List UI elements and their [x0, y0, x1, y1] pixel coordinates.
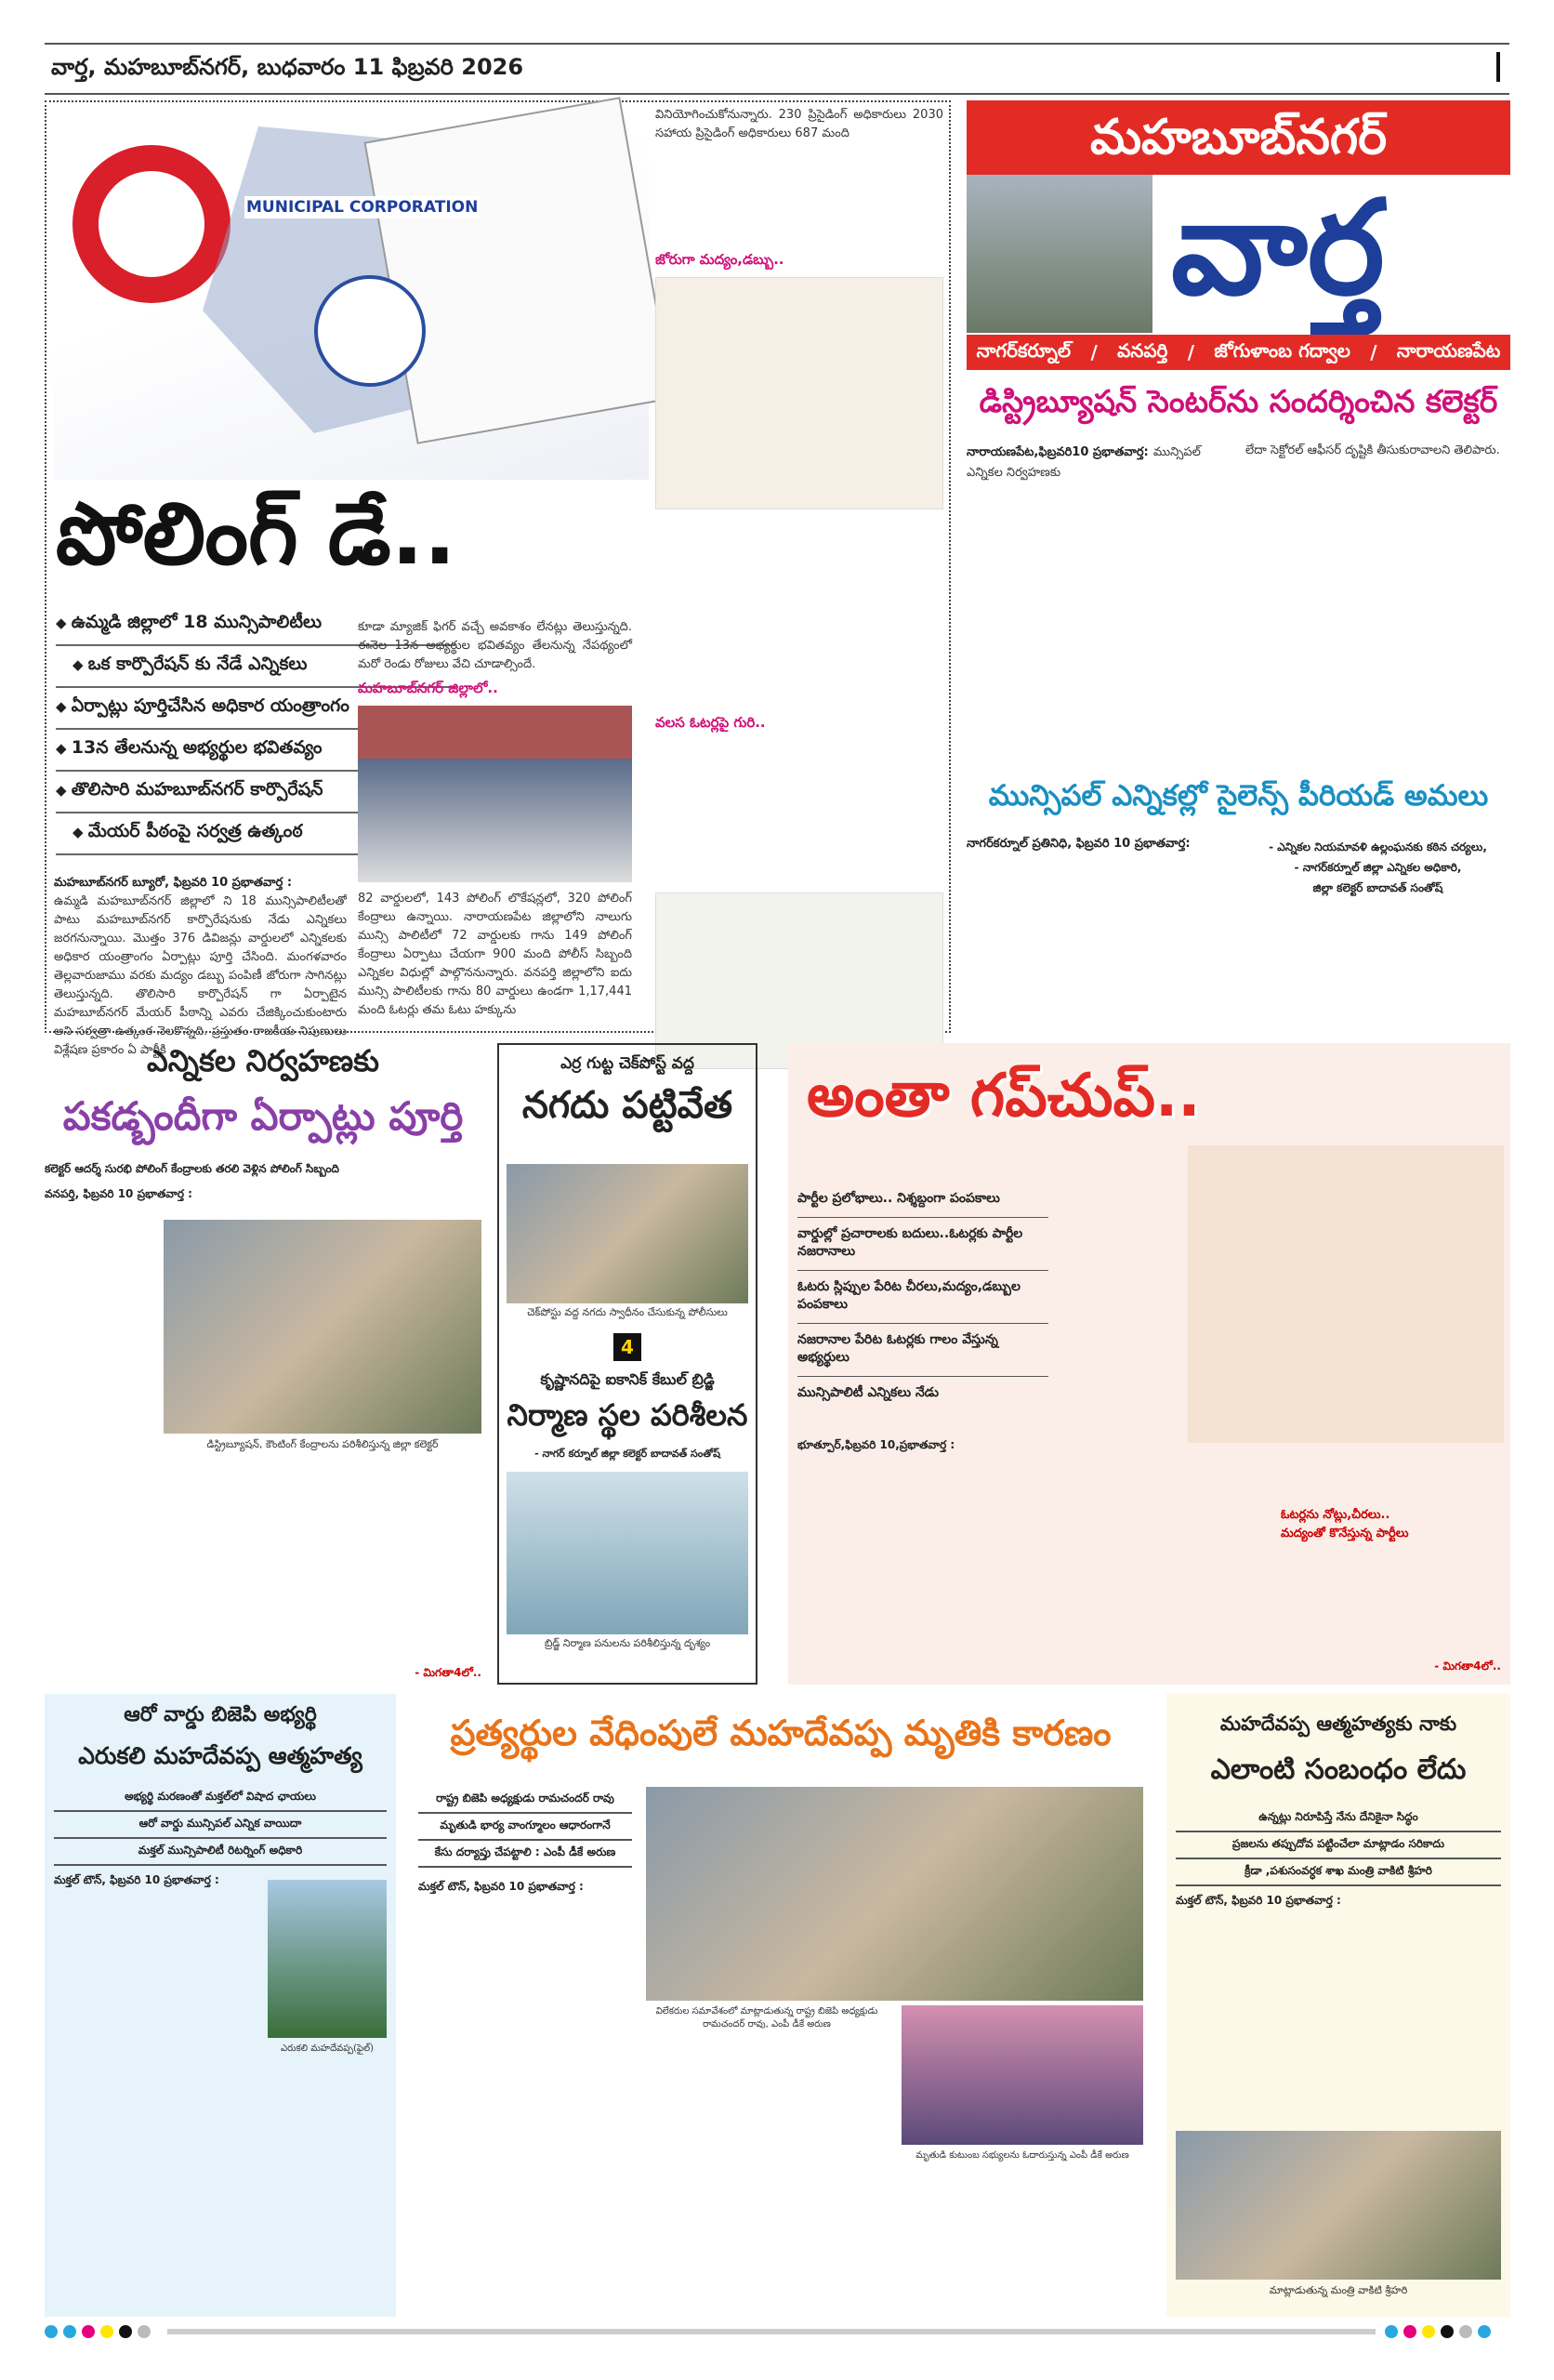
suicide-story [45, 1694, 396, 2317]
region-label: నారాయణపేట [1396, 338, 1501, 362]
cartoon-image [655, 277, 943, 509]
top-rule [45, 43, 1509, 45]
photo-caption: బ్రిడ్జ్ నిర్మాణ పనులను పరిశీలిస్తున్న దృశ్యం [544, 1637, 711, 1649]
lead-dateline: మహబూబ్‌నగర్ బ్యూరో, ఫిబ్రవరి 10 ప్రభాతవార్త : [54, 876, 293, 890]
denial-straps [1176, 1805, 1501, 1886]
header-rule [45, 93, 1509, 95]
bridge-credit: - నాగర్ కర్నూల్ జిల్లా కలెక్టర్ బాదావత్ సంతోష్ [534, 1448, 720, 1460]
strap-line: మృతుడి భార్య వాంగ్మూలం ఆధారంగానే [418, 1814, 632, 1841]
lead-headline: పోలింగ్ డే.. [56, 484, 456, 584]
candidate-photo [268, 1880, 387, 2038]
bullet: పార్టీల ప్రలోభాలు.. నిశ్శబ్దంగా పంపకాలు [797, 1183, 1048, 1218]
distribution-dateline: నారాయణపేట,ఫిబ్రవరి10 ప్రభాతవార్త: [967, 445, 1149, 459]
ballot-paper [363, 97, 673, 444]
hush-subhead: ఓటర్లను నోట్లు,చీరలు.. [1281, 1508, 1390, 1522]
blame-story [409, 1694, 1152, 2317]
bridge-kicker: కృష్ణానదిపై ఐకానిక్ కేబుల్ బ్రిడ్జి [540, 1370, 715, 1388]
photo-caption: మాట్లాడుతున్న మంత్రి వాకిటి శ్రీహరి [1269, 2284, 1408, 2296]
bridge-headline: నిర్మాణ స్థల పరిశీలన [507, 1397, 748, 1433]
lead-subhead: జోరుగా మద్యం,డబ్బు.. [655, 251, 784, 268]
strap-line: రాష్ట్ర బిజెపి అధ్యక్షుడు రామచందర్ రావు [418, 1787, 632, 1814]
bullet: మున్సిపాలిటీ ఎన్నికలు నేడు [797, 1385, 940, 1400]
dam-photo [967, 175, 1152, 333]
silence-credit [1245, 837, 1510, 898]
arrangements-story [45, 1043, 481, 1679]
hush-cartoon [1188, 1145, 1504, 1443]
suicide-kicker: ఆరో వార్డు బిజెపి అభ్యర్థి [124, 1703, 317, 1726]
press-meet-photo [646, 1787, 1143, 2001]
bullet: ఓటరు స్లిప్పుల పేరిట చీరలు,మద్యం,డబ్బుల పంపకాలు [797, 1271, 1048, 1324]
region-label: వనపర్తి [1117, 338, 1168, 362]
bullet: నజరానాల పేరిట ఓటర్లకు గాలం వేస్తున్న అభ్యర్థులు [797, 1324, 1048, 1377]
masthead-district: మహబూబ్‌నగర్ [967, 100, 1510, 175]
denial-headline: ఎలాంటి సంబంధం లేదు [1210, 1753, 1467, 1786]
footer-bar [167, 2329, 1376, 2334]
cash-headline: నగదు పట్టివేత [521, 1084, 733, 1127]
credit-line: జిల్లా కలెక్టర్ బాదావత్ సంతోష్ [1312, 881, 1443, 894]
silence-headline: మున్సిపల్ ఎన్నికల్లో సైలెన్స్ పీరియడ్ అమలు [988, 779, 1489, 813]
strap-line: ఉన్నట్లు నిరూపిస్తే నేను దేనికైనా సిద్ధం [1176, 1805, 1501, 1832]
distribution-headline: డిస్ట్రిబ్యూషన్ సెంటర్‌ను సందర్శించిన కలెక్టర్ [979, 383, 1498, 419]
lead-body3: 82 వార్డులలో, 143 పోలింగ్ లొకేషన్లలో, 320 పోలింగ్ కేంద్రాలు ఉన్నాయి. నారాయణపేట జిల్లాలోని నాలుగు మున్సి పాలిటీలో 72 వార్డులకు గాను 149 పోలింగ్ కేంద్రాలు ఏర్పాటు చేయగా 900 మంది పోలీస్ సిబ్బంది ఎన్నికల విధుల్లో పాల్గొననున్నారు. వనపర్తి జిల్లాలోని ఐదు మున్సి పాలిటీలకు గాను 80 వార్డులు ఉండగా 1,17,441 మంది ఓటర్లు తమ ఓటు హక్కును [358, 892, 632, 1017]
lead-subhead: వలస ఓటర్లపై గురి.. [655, 714, 766, 731]
region-label: జోగుళాంబ గద్వాల [1214, 338, 1350, 362]
masthead-brand: వార్త [1171, 173, 1385, 324]
hush-dateline: భూత్పూర్,ఫిబ్రవరి 10,ప్రభాతవార్త : [797, 1438, 955, 1451]
municipal-corporation-seal: MUNICIPAL CORPORATION [246, 198, 479, 217]
suicide-straps [54, 1785, 387, 1866]
credit-line: - నాగర్‌కర్నూల్ జిల్లా ఎన్నికల అధికారి, [1294, 861, 1462, 874]
lead-body: ఉమ్మడి మహబూబ్‌నగర్ జిల్లాలో ని 18 మున్సిపాలిటీలతో పాటు మహబూబ్‌నగర్ కార్పొరేషనుకు నేడు ఎన్నికలు జరగనున్నాయి. మొత్తం 376 డివిజన్లు వార్డులలో ఎన్నికలకు అధికార యంత్రాంగం ఏర్పాట్లు పూర్తి చేసింది. మంగళవారం తెల్లవారుజాము వరకు మద్యం డబ్బు పంపిణీ జోరుగా సాగినట్లు తెలుస్తున్నది. తొలిసారి కార్పొరేషన్ గా ఏర్పాటైన మహబూబ్‌నగర్ మేయర్ పీఠాన్ని ఎవరు చేజిక్కించుకుంటారు అని సర్వత్రా ఉత్కంఠ నెలకొన్నది. ప్రస్తుతం రాజకీయ నిపుణులు విశ్లేషణ ప్రకారం ఏ పార్టీకి [54, 894, 347, 1057]
cash-kicker: ఎర్ర గుట్ట చెక్‌పోస్ట్ వద్ద [560, 1054, 694, 1073]
blame-straps [418, 1787, 632, 1868]
arrangements-strap: కలెక్టర్ ఆదర్శ్ సురభి పోలింగ్ కేంద్రాలకు తరలి వెళ్లిన పోలింగ్ సిబ్బంది [45, 1162, 340, 1175]
strap-line: కేసు దర్యాప్తు చేపట్టాలి : ఎంపీ డీకే అరుణ [418, 1841, 632, 1868]
bullet: ◆ ఏర్పాట్లు పూర్తిచేసిన అధికార యంత్రాంగం [56, 688, 455, 730]
bullet: వార్డుల్లో ప్రచారాలకు బదులు..ఓటర్లకు పార్టీల నజరానాలు [797, 1218, 1048, 1271]
lead-body2: కూడా మ్యాజిక్ ఫిగర్ వచ్చే అవకాశం లేనట్లు తెలుస్తున్నది. ఈనెల 13న అభ్యర్థుల భవితవ్యం తేలనున్న నేపథ్యంలో మరో రెండు రోజులు వేచి చూడాల్సిందే. [358, 620, 632, 671]
hush-story [788, 1043, 1510, 1685]
lead-graphic [54, 108, 649, 480]
lead-body4: వినియోగించుకోనున్నారు. 230 ప్రిసైడింగ్ అధికారులు 2030 సహాయ ప్రిసైడింగ్ అధికారులు 687 మంది [655, 108, 943, 140]
checkpost-photo [507, 1164, 748, 1303]
strap-line: అభ్యర్థి మరణంతో మక్తల్‌లో విషాద ఛాయలు [54, 1785, 387, 1812]
continued-link[interactable]: - మిగతా4లో.. [1434, 1659, 1501, 1673]
lead-story [45, 100, 951, 1057]
hush-headline: అంతా గప్‌చుప్.. [807, 1062, 1201, 1130]
ec-logo-icon [314, 275, 426, 387]
distribution-body: మున్సిపల్ ఎన్నికల నిర్వహణకు [967, 445, 1201, 480]
voters-photo [358, 706, 632, 882]
hush-bullets [797, 1183, 1048, 1411]
lead-body-col3 [655, 106, 943, 1069]
ballot-mark-icon [72, 145, 230, 303]
distribution-col1 [967, 442, 1231, 483]
color-register-left [45, 2324, 156, 2342]
bullet: ◆ ఒక కార్పొరేషన్ కు నేడే ఎన్నికలు [56, 646, 455, 688]
lead-subhead: మహబూబ్‌నగర్ జిల్లాలో.. [358, 680, 498, 696]
minister-photo [1176, 2131, 1501, 2280]
hush-subhead: మద్యంతో కొనేస్తున్న పార్టీలు [1281, 1527, 1409, 1540]
bullet: ◆ మేయర్ పీఠంపై సర్వత్ర ఉత్కంఠ [56, 813, 455, 855]
lead-body-col2 [358, 618, 632, 1048]
strap-line: మక్తల్ మున్సిపాలిటీ రిటర్నింగ్ అధికారి [54, 1839, 387, 1866]
continued-link[interactable]: - మిగతా4లో.. [415, 1666, 481, 1679]
photo-caption: ఎరుకలి మహదేవప్ప(ఫైల్) [280, 2043, 375, 2054]
collector-photo [164, 1220, 481, 1434]
blame-dateline: మక్తల్ టౌన్, ఫిబ్రవరి 10 ప్రభాతవార్త : [418, 1880, 584, 1893]
page-badge: 4 [613, 1333, 641, 1361]
denial-story [1166, 1694, 1510, 2317]
strap-line: ఆరో వార్డు మున్సిపల్ ఎన్నిక వాయిదా [54, 1812, 387, 1839]
denial-dateline: మక్తల్ టౌన్, ఫిబ్రవరి 10 ప్రభాతవార్త : [1176, 1894, 1341, 1907]
region-strip: నాగర్‌కర్నూల్ / వనపర్తి / జోగుళాంబ గద్వాల / నారాయణపేట [967, 335, 1510, 370]
strap-line: క్రీడా ,పశుసంవర్ధక శాఖ మంత్రి వాకిటి శ్రీహరి [1176, 1859, 1501, 1886]
suicide-headline: ఎరుకలి మహదేవప్ప ఆత్మహత్య [78, 1742, 362, 1769]
bullet: ◆ తొలిసారి మహబూబ్‌నగర్ కార్పొరేషన్ [56, 772, 455, 813]
photo-caption: డిస్ట్రిబ్యూషన్, కౌంటింగ్ కేంద్రాలను పరిశీలిస్తున్న జిల్లా కలెక్టర్ [206, 1438, 439, 1450]
photo-caption: విలేకరుల సమావేశంలో మాట్లాడుతున్న రాష్ట్ర బిజెపి అధ్యక్షుడు రామచందర్ రావు, ఎంపీ డీకే అరుణ [655, 2006, 878, 2030]
strap-line: ప్రజలను తప్పుదోవ పట్టించేలా మాట్లాడం సరికాదు [1176, 1832, 1501, 1859]
suicide-dateline: మక్తల్ టౌన్, ఫిబ్రవరి 10 ప్రభాతవార్త : [54, 1873, 219, 1886]
photo-caption: చెక్‌పోస్టు వద్ద నగదు స్వాధీనం చేసుకున్న పోలీసులు [527, 1306, 728, 1318]
silence-dateline: నాగర్‌కర్నూల్ ప్రతినిధి, ఫిబ్రవరి 10 ప్రభాతవార్త: [967, 837, 1191, 851]
denial-kicker: మహదేవప్ప ఆత్మహత్యకు నాకు [1219, 1712, 1457, 1735]
credit-line: - ఎన్నికల నియమావళి ఉల్లంఘనకు కఠిన చర్యలు, [1269, 840, 1487, 853]
distribution-body2: లేదా సెక్టోరల్ ఆఫీసర్ దృష్టికి తీసుకురావాలని తెలిపారు. [1245, 443, 1500, 457]
arrangements-headline: పకడ్బందీగా ఏర్పాట్లు పూర్తి [62, 1093, 464, 1139]
dateline: వార్త, మహబూబ్‌నగర్, బుధవారం 11 ఫిబ్రవరి 2026 [51, 54, 524, 80]
family-photo [902, 2005, 1143, 2145]
color-register-right [1385, 2324, 1496, 2342]
blame-headline: ప్రత్యర్థుల వేధింపులే మహదేవప్ప మృతికి కారణం [450, 1712, 1112, 1753]
photo-caption: మృతుడి కుటుంబ సభ్యులను ఓదారుస్తున్న ఎంపీ డీకే అరుణ [915, 2150, 1129, 2161]
lead-body-col1 [54, 876, 347, 1057]
page-marker [1496, 52, 1500, 82]
arrangements-dateline: వనపర్తి, ఫిబ్రవరి 10 ప్రభాతవార్త : [45, 1187, 192, 1200]
arrangements-kicker: ఎన్నికల నిర్వహణకు [146, 1043, 380, 1078]
bullet: ◆ ఉమ్మడి జిల్లాలో 18 మున్సిపాలిటీలు [56, 604, 455, 646]
bridge-photo [507, 1472, 748, 1634]
region-label: నాగర్‌కర్నూల్ [976, 338, 1072, 362]
masthead [967, 100, 1510, 370]
cash-box [497, 1043, 757, 1685]
bullet: ◆ 13న తేలనున్న అభ్యర్థుల భవితవ్యం [56, 730, 455, 772]
